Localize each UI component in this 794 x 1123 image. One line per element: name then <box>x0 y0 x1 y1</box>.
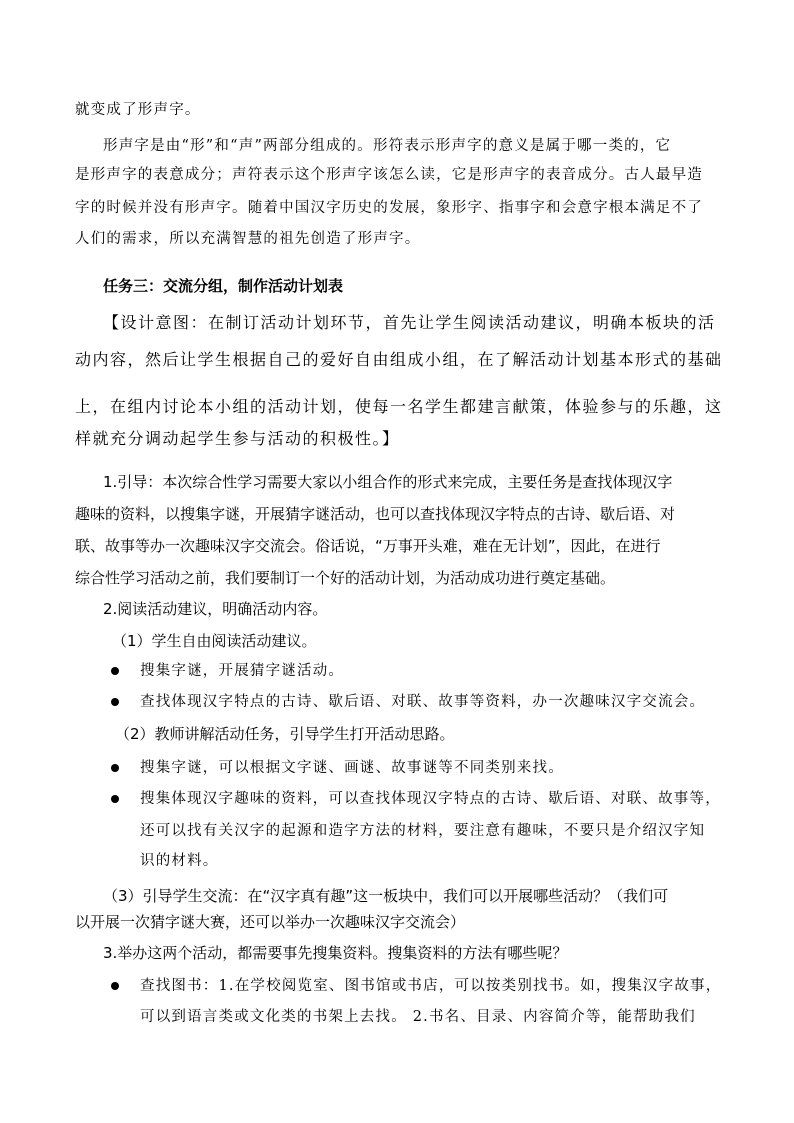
paragraph-line: 3.举办这两个活动，都需要事先搜集资料。搜集资料的方法有哪些呢？ <box>103 944 568 962</box>
paragraph-line: 形声字是由“形”和“声”两部分组成的。形符表示形声字的意义是属于哪一类的，它 <box>103 138 672 154</box>
list-item: 搜集体现汉字趣味的资料，可以查找体现汉字特点的古诗、歇后语、对联、故事等， <box>140 791 721 807</box>
list-item-continuation: 还可以找有关汉字的起源和造字方法的材料，要注意有趣味，不要只是介绍汉字知 <box>140 823 706 839</box>
bullet-icon <box>111 698 119 706</box>
paragraph-line: 趣味的资料，以搜集字谜，开展猜字谜活动，也可以查找体现汉字特点的古诗、歇后语、对 <box>75 505 676 523</box>
design-intent-line: 动内容，然后让学生根据自己的爱好自由组成小组，在了解活动计划基本形式的基础 <box>75 350 723 369</box>
paragraph-line: 字的时候并没有形声字。随着中国汉字历史的发展，象形字、指事字和会意字根本满足不了 <box>75 200 703 216</box>
paragraph-line: 综合性学习活动之前，我们要制订一个好的活动计划，为活动成功进行奠定基础。 <box>75 569 616 587</box>
bullet-icon <box>111 795 119 803</box>
paragraph-line: 联、故事等办一次趣味汉字交流会。俗话说，“万事开头难，难在无计划”，因此，在进行 <box>75 537 661 555</box>
list-item-continuation: 可以到语言类或文化类的书架上去找。 2.书名、目录、内容简介等，能帮助我们 <box>140 1009 696 1025</box>
paragraph-line: 人们的需求，所以充满智慧的祖先创造了形声字。 <box>75 231 421 247</box>
paragraph-line: （2）教师讲解活动任务，引导学生打开活动思路。 <box>115 725 455 743</box>
bullet-icon <box>111 982 119 990</box>
design-intent-line: 【设计意图：在制订活动计划环节，首先让学生阅读活动建议，明确本板块的活 <box>103 313 716 332</box>
paragraph-line: 1.引导：本次综合性学习需要大家以小组合作的形式来完成，主要任务是查找体现汉字 <box>103 473 673 491</box>
list-item: 查找图书：1.在学校阅览室、图书馆或书店，可以按类别找书。如，搜集汉字故事， <box>140 978 722 994</box>
paragraph-line: 就变成了形声字。 <box>75 102 201 118</box>
paragraph-line: （3）引导学生交流：在“汉字真有趣”这一板块中，我们可以开展哪些活动？（我们可 <box>103 887 669 905</box>
list-item: 搜集字谜，开展猜字谜活动。 <box>140 663 345 679</box>
list-item-continuation: 识的材料。 <box>140 853 219 869</box>
list-item: 查找体现汉字特点的古诗、歇后语、对联、故事等资料，办一次趣味汉字交流会。 <box>140 694 706 710</box>
design-intent-line: 样就充分调动起学生参与活动的积极性。】 <box>75 429 400 448</box>
list-item: 搜集字谜，可以根据文字谜、画谜、故事谜等不同类别来找。 <box>140 760 564 776</box>
paragraph-line: 以开展一次猜字谜大赛，还可以举办一次趣味汉字交流会） <box>75 913 466 931</box>
design-intent-line: 上，在组内讨论本小组的活动计划，使每一名学生都建言献策，体验参与的乐趣，这 <box>75 397 723 416</box>
paragraph-line: 是形声字的表意成分；声符表示这个形声字该怎么读，它是形声字的表音成分。古人最早造 <box>75 167 703 183</box>
paragraph-line: 2.阅读活动建议，明确活动内容。 <box>103 600 328 618</box>
paragraph-line: （1）学生自由阅读活动建议。 <box>112 632 317 650</box>
section-heading: 任务三：交流分组，制作活动计划表 <box>103 277 344 295</box>
bullet-icon <box>111 667 119 675</box>
bullet-icon <box>111 764 119 772</box>
